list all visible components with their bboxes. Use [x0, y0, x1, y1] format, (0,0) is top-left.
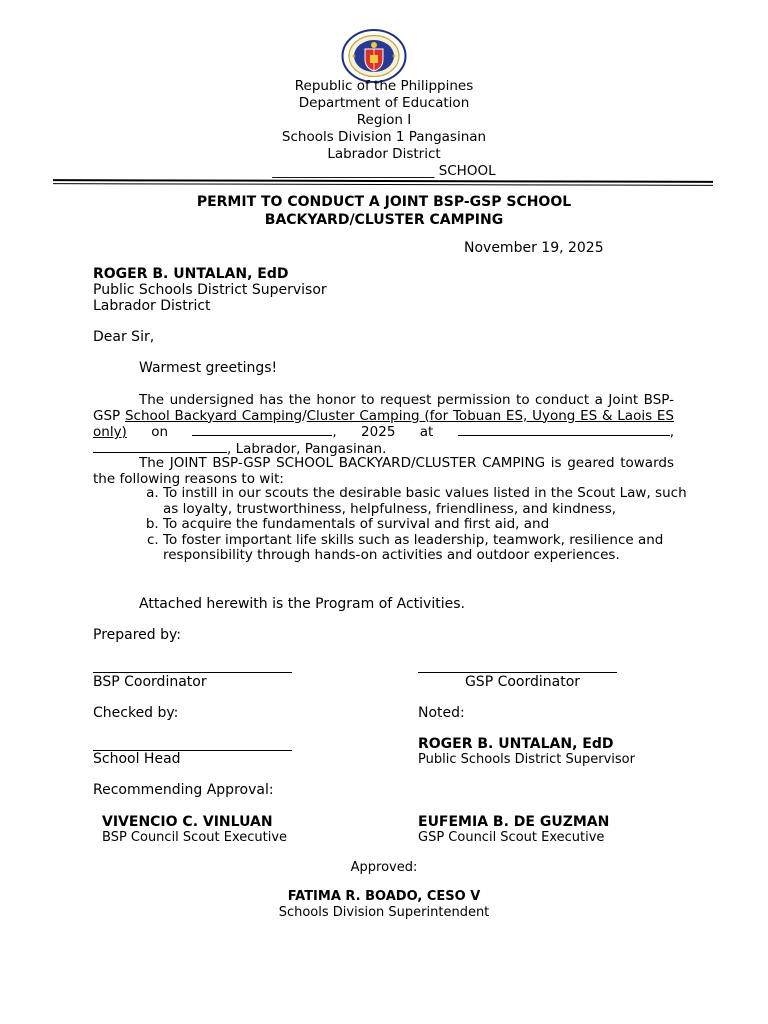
place-text: , Labrador, Pangasinan.	[227, 440, 387, 457]
noted-position: Public Schools District Supervisor	[418, 752, 635, 767]
header-line-region: Region I	[356, 112, 412, 128]
request-text: The undersigned has the honor to request permission to conduct a Joint BSP-GSP	[93, 392, 674, 424]
school-name-blank: ________________________	[272, 163, 435, 179]
venue-comma: ,	[669, 424, 675, 441]
document-title-line-2: BACKYARD/CLUSTER CAMPING	[264, 212, 504, 228]
option-cluster-camping: Cluster Camping (for Tobuan ES, Uyong ES & Laois ES only)	[93, 407, 674, 441]
date-blank	[192, 424, 332, 436]
year-text: , 2025 at	[332, 424, 434, 441]
superintendent-name: FATIMA R. BOADO, CESO V	[287, 889, 481, 904]
header-rule-thick	[53, 179, 713, 182]
approved-label: Approved:	[350, 860, 418, 875]
option-backyard-camping: School Backyard Camping	[124, 407, 303, 424]
request-paragraph	[93, 393, 674, 457]
bsp-coordinator-label: BSP Coordinator	[93, 674, 207, 690]
header-rule-thin	[53, 183, 713, 186]
bsp-executive-name: VIVENCIO C. VINLUAN	[102, 814, 273, 830]
header-line-republic: Republic of the Philippines	[294, 78, 474, 94]
purpose-intro: The JOINT BSP-GSP SCHOOL BACKYARD/CLUSTER CAMPING is geared towards the following reasons to wit:	[93, 455, 674, 487]
superintendent-title: Schools Division Superintendent	[278, 905, 490, 920]
header-line-department: Department of Education	[298, 95, 470, 111]
gsp-executive-name: EUFEMIA B. DE GUZMAN	[418, 814, 610, 830]
header-line-division: Schools Division 1 Pangasinan	[281, 129, 487, 145]
option-separator: /	[302, 407, 307, 424]
addressee-position: Public Schools District Supervisor	[93, 282, 327, 298]
letter-date: November 19, 2025	[464, 240, 604, 256]
reason-item-b: b. To acquire the fundamentals of survival and first aid, and	[163, 517, 698, 533]
barangay-blank	[93, 441, 227, 453]
school-head-label: School Head	[93, 751, 181, 767]
school-label: SCHOOL	[438, 163, 496, 179]
addressee-office: Labrador District	[93, 298, 211, 314]
noted-label: Noted:	[418, 705, 465, 721]
salutation: Dear Sir,	[93, 329, 155, 345]
reason-item-c: c. To foster important life skills such as leadership, teamwork, resilience and responsibility through hands-on activities and outdoor experiences.	[163, 533, 698, 564]
gsp-coordinator-signature-line	[418, 672, 617, 673]
header-line-school	[0, 163, 768, 180]
bsp-coordinator-signature-line	[93, 672, 292, 673]
gsp-coordinator-label: GSP Coordinator	[464, 674, 581, 690]
checked-by-label: Checked by:	[93, 705, 179, 721]
venue-blank	[458, 424, 670, 436]
prepared-by-label: Prepared by:	[93, 627, 181, 643]
deped-seal-logo	[341, 29, 407, 83]
bsp-executive-title: BSP Council Scout Executive	[102, 830, 288, 845]
reason-item-a: a. To instill in our scouts the desirable basic values listed in the Scout Law, such as loyalty, trustworthiness, helpfulness, friendliness, and kindness,	[163, 486, 698, 517]
gsp-executive-title: GSP Council Scout Executive	[418, 830, 605, 845]
on-text: on	[151, 424, 169, 441]
document-title-line-1: PERMIT TO CONDUCT A JOINT BSP-GSP SCHOOL	[196, 194, 572, 210]
reasons-list	[139, 486, 698, 564]
attached-note: Attached herewith is the Program of Activities.	[139, 596, 465, 612]
noted-name: ROGER B. UNTALAN, EdD	[418, 736, 614, 752]
greeting: Warmest greetings!	[139, 360, 278, 376]
recommending-approval-label: Recommending Approval:	[93, 782, 274, 798]
addressee-name: ROGER B. UNTALAN, EdD	[93, 266, 289, 282]
header-line-district: Labrador District	[327, 146, 441, 162]
